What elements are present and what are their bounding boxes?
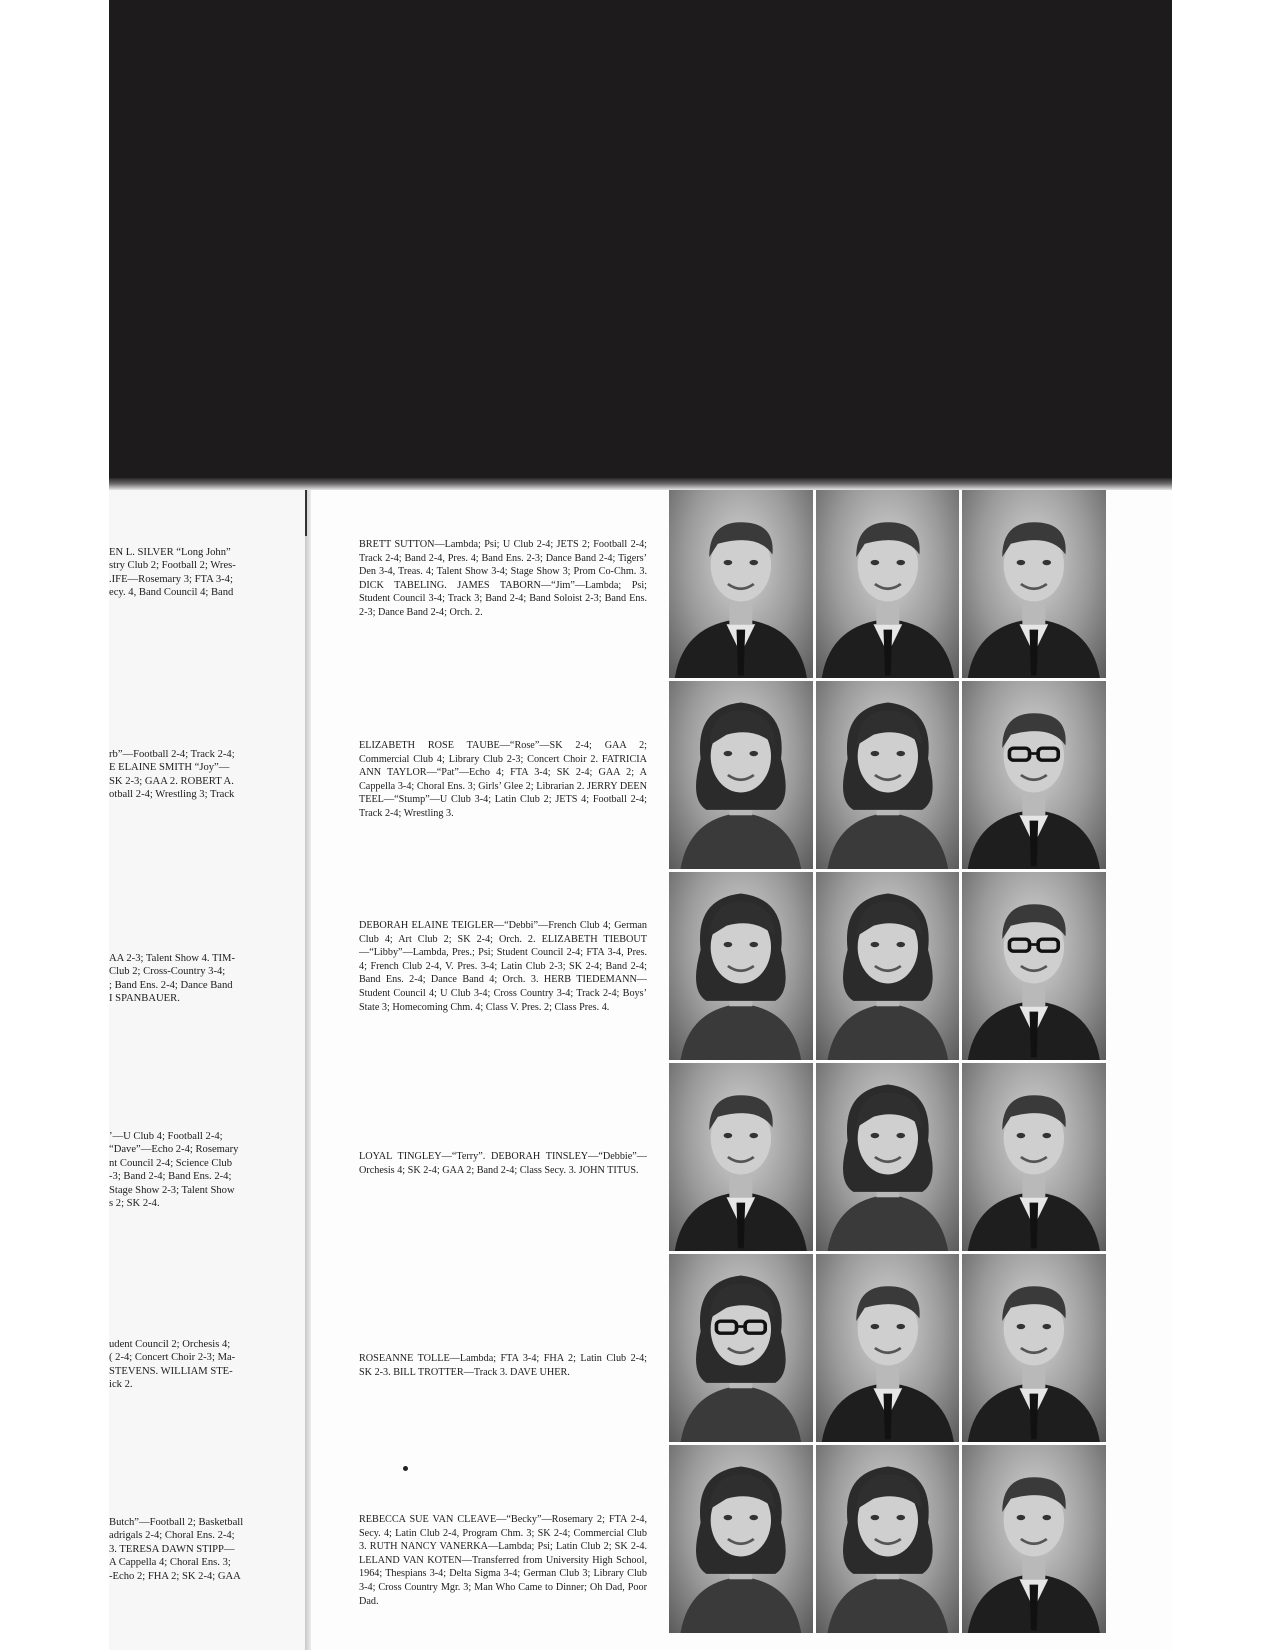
senior-bio-block: LOYAL TINGLEY—“Terry”. DEBORAH TINSLEY—“Debbie”—Orchesis 4; SK 2-4; GAA 2; Band 2-4; Class Secy. 3. JOHN TITUS. <box>359 1151 647 1176</box>
senior-bio-block: DEBORAH ELAINE TEIGLER—“Debbi”—French Club 4; German Club 4; Art Club 2; SK 2-4; Orch. 2. ELIZABETH TIEBOUT—“Libby”—Lambda, Pres.; Psi; Student Council 2-4; FTA 3-4, Pres. 4; French Club 2-4, V. Pres. 3-4; Latin Club 2-3; SK 2-4; Band 2-4; Band Ens. 2-4; Dance Band 4; Orch. 3. HERB TIEDEMANN—Student Council 4; U Club 3-4; Cross Country 3-4; Track 2-4; Boys’ State 3; Homecoming Chm. 4; Class V. Pres. 2; Class Pres. 4. <box>359 920 647 1013</box>
senior-portrait-photo <box>962 872 1106 1060</box>
senior-portrait-photo <box>816 681 960 869</box>
portrait-row <box>669 1254 1106 1442</box>
left-page-snippet: ’—U Club 4; Football 2-4; “Dave”—Echo 2-4; Rosemary nt Council 2-4; Science Club -3; Band 2-4; Band Ens. 2-4; Stage Show 2-3; Talent Show s 2; SK 2-4. <box>109 1131 239 1210</box>
portrait-row <box>669 1063 1106 1251</box>
left-page-snippet: Butch”—Football 2; Basketball adrigals 2-4; Choral Ens. 2-4; 3. TERESA DAWN STIPP— A Cappella 4; Choral Ens. 3; -Echo 2; FHA 2; SK 2-4; GAA <box>109 1517 244 1582</box>
senior-portrait-photo <box>816 490 960 678</box>
portrait-row <box>669 681 1106 869</box>
left-page-snippet: EN L. SILVER “Long John” stry Club 2; Football 2; Wres- .IFE—Rosemary 3; FTA 3-4; ecy. 4, Band Council 4; Band <box>109 547 236 599</box>
left-page-snippet: AA 2-3; Talent Show 4. TIM- Club 2; Cross-Country 3-4; ; Band Ens. 2-4; Dance Band I SPANBAUER. <box>109 953 235 1005</box>
senior-portrait-photo <box>962 1063 1106 1251</box>
senior-bio-block: ROSEANNE TOLLE—Lambda; FTA 3-4; FHA 2; Latin Club 2-4; SK 2-3. BILL TROTTER—Track 3. DAVE UHER. <box>359 1353 647 1378</box>
senior-portrait-photo <box>816 872 960 1060</box>
senior-portrait-photo <box>816 1063 960 1251</box>
left-page-snippet: rb”—Football 2-4; Track 2-4; E ELAINE SMITH “Joy”— SK 2-3; GAA 2. ROBERT A. otball 2-4; Wrestling 3; Track <box>109 749 235 801</box>
senior-portrait-photo <box>669 1063 813 1251</box>
senior-bio-block: BRETT SUTTON—Lambda; Psi; U Club 2-4; JETS 2; Football 2-4; Track 2-4; Band 2-4, Pres. 4; Band Ens. 2-3; Dance Band 2-4; Tigers’ Den 3-4, Treas. 4; Talent Show 3-4; Stage Show 3; Prom Co-Chm. 3. DICK TABELING. JAMES TABORN—“Jim”—Lambda; Psi; Student Council 3-4; Track 3; Band 2-4; Band Soloist 2-3; Band Ens. 2-3; Dance Band 2-4; Orch. 2. <box>359 539 647 618</box>
scan-cover-black-area <box>109 0 1172 490</box>
senior-portrait-photo <box>816 1254 960 1442</box>
left-page <box>109 490 305 1650</box>
senior-portrait-photo <box>669 872 813 1060</box>
senior-portrait-photo <box>816 1445 960 1633</box>
senior-portrait-photo <box>962 1445 1106 1633</box>
senior-portrait-photo <box>669 490 813 678</box>
senior-portrait-photo <box>669 1445 813 1633</box>
stray-ink-dot <box>403 1466 408 1471</box>
senior-bio-block: REBECCA SUE VAN CLEAVE—“Becky”—Rosemary 2; FTA 2-4, Secy. 4; Latin Club 2-4, Program Chm. 3; SK 2-4; Commercial Club 3. RUTH NANCY VANERKA—Lambda; Psi; Latin Club 2; SK 2-4. LELAND VAN KOTEN—Transferred from University High School, 1964; Thespians 3-4; Delta Sigma 3-4; German Club 3; Library Club 3-4; Cross Country Mgr. 3; Man Who Came to Dinner; Oh Dad, Poor Dad. <box>359 1514 647 1607</box>
gutter-mark <box>305 490 307 536</box>
portrait-row <box>669 872 1106 1060</box>
senior-portrait-photo <box>962 1254 1106 1442</box>
senior-portrait-photo <box>962 681 1106 869</box>
senior-portrait-photo <box>962 490 1106 678</box>
senior-portrait-photo <box>669 1254 813 1442</box>
senior-bio-block: ELIZABETH ROSE TAUBE—“Rose”—SK 2-4; GAA 2; Commercial Club 4; Library Club 2-3; Concert Choir 2. FATRICIA ANN TAYLOR—“Pat”—Echo 4; FTA 3-4; SK 2-4; GAA 2; A Cappella 3-4; Choral Ens. 3; Girls’ Glee 2; Librarian 2. JERRY DEEN TEEL—“Stump”—U Club 3-4; Latin Club 2; JETS 4; Football 2-4; Track 2-4; Wrestling 3. <box>359 740 647 819</box>
left-page-snippet: udent Council 2; Orchesis 4; ( 2-4; Concert Choir 2-3; Ma- STEVENS. WILLIAM STE- ick 2. <box>109 1339 236 1391</box>
portrait-row <box>669 490 1106 678</box>
portrait-row <box>669 1445 1106 1633</box>
senior-portrait-photo <box>669 681 813 869</box>
portrait-grid <box>669 490 1106 1636</box>
